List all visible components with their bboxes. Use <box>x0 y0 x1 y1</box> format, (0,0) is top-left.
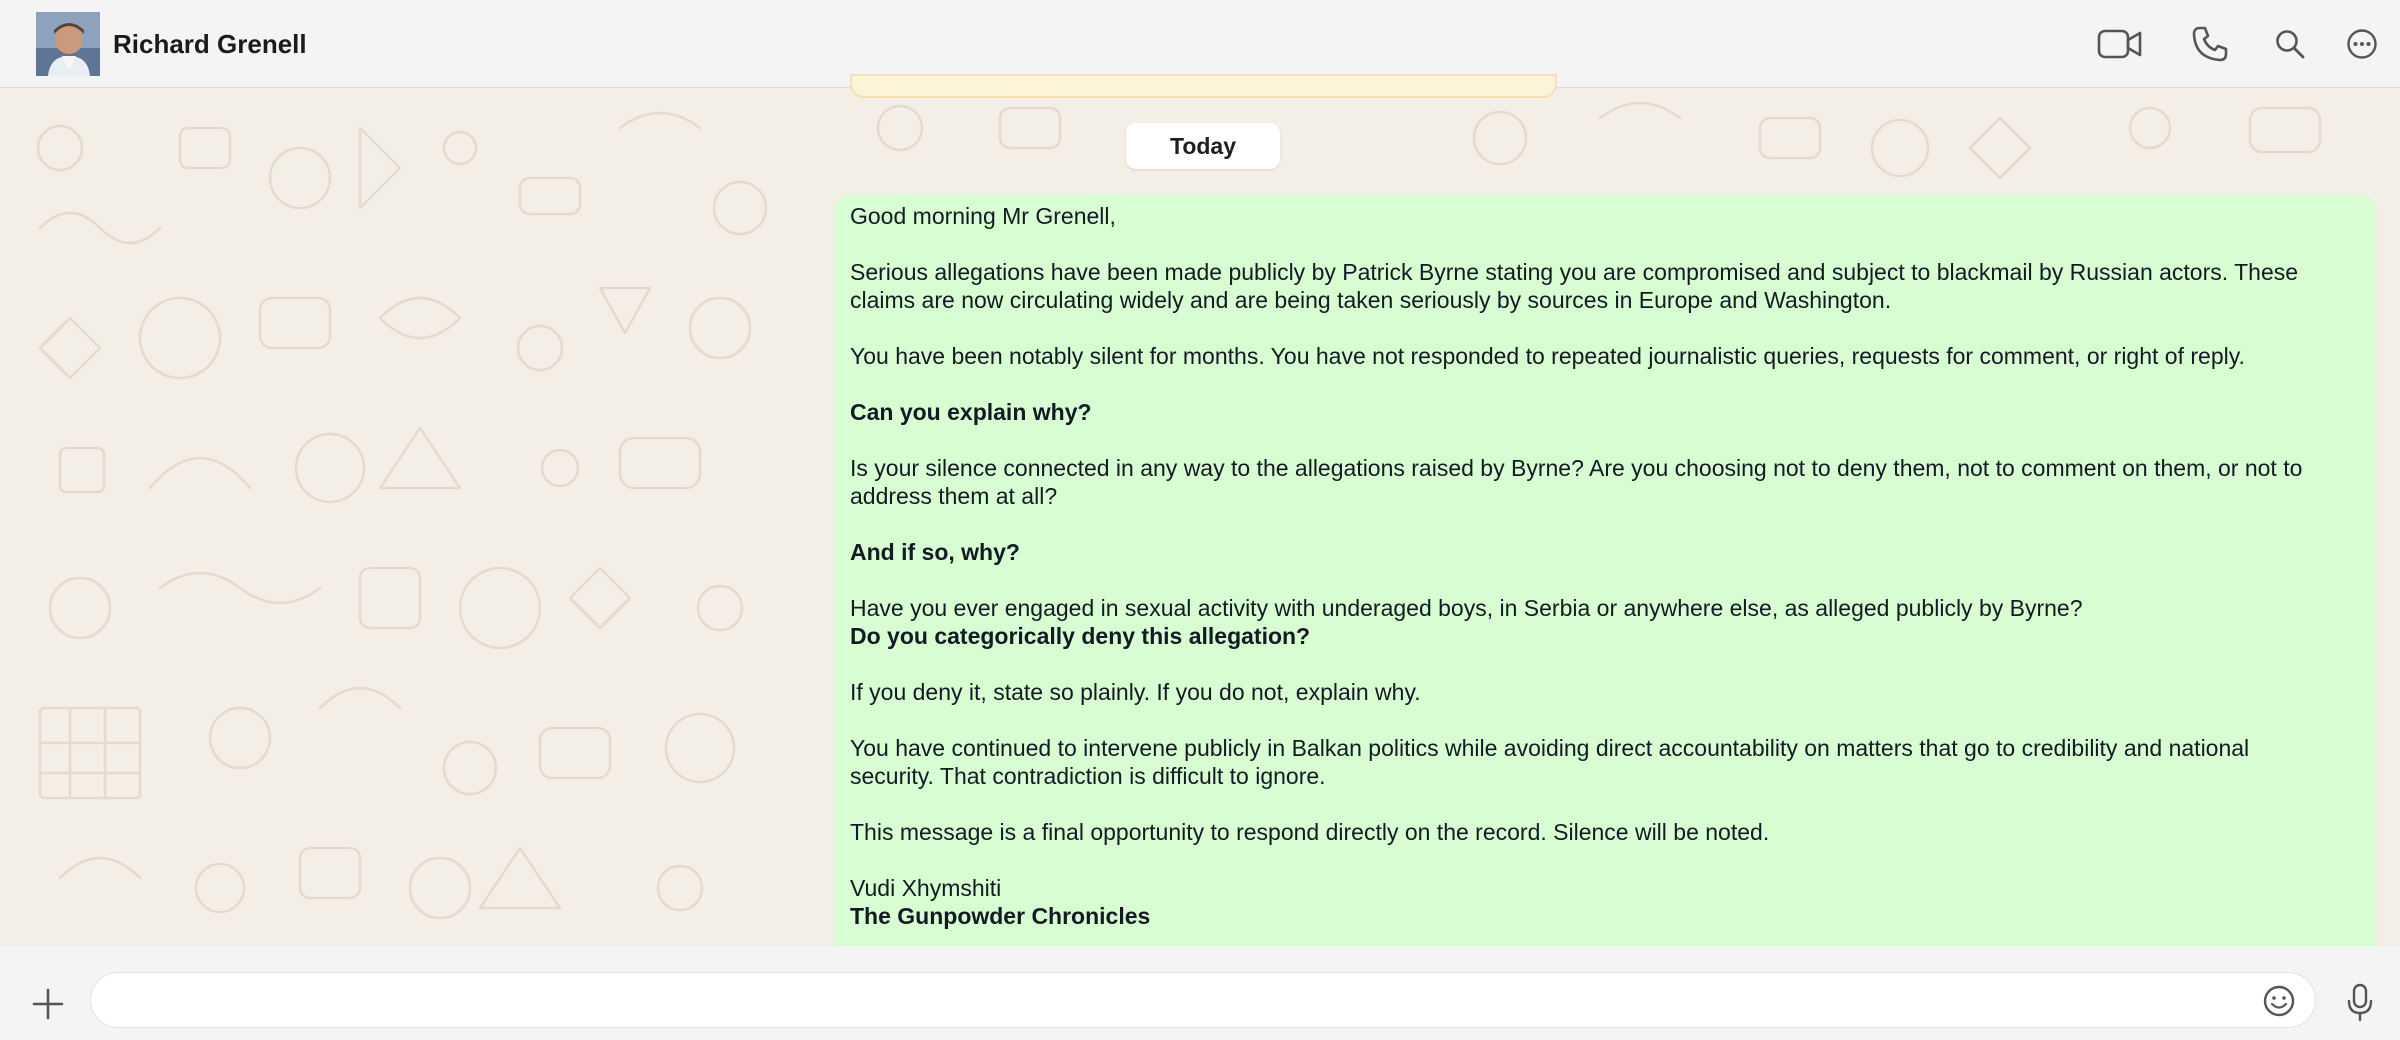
plus-icon[interactable] <box>24 980 72 1028</box>
message-line-gap <box>850 230 2356 258</box>
ellipsis-icon[interactable] <box>2340 20 2384 68</box>
date-divider: Today <box>1126 123 1280 169</box>
message-composer <box>0 946 2400 1040</box>
message-line: You have continued to intervene publicly in Balkan politics while avoiding direct accountability on matters that go to credibility and national <box>850 735 2250 761</box>
message-line: Is your silence connected in any way to the allegations raised by Byrne? Are you choosing not to deny them, not to comment on them, or not to <box>850 455 2303 481</box>
message-text <box>850 202 2356 930</box>
contact-name[interactable]: Richard Grenell <box>113 29 307 59</box>
message-line-gap <box>850 426 2356 454</box>
message-line-gap <box>850 846 2356 874</box>
message-line-gap <box>850 566 2356 594</box>
phone-icon[interactable] <box>2186 20 2234 68</box>
message-line: Have you ever engaged in sexual activity with underaged boys, in Serbia or anywhere else, as alleged publicly by Byrne? <box>850 595 2083 621</box>
microphone-icon[interactable] <box>2336 976 2384 1028</box>
message-line: And if so, why? <box>850 539 1020 565</box>
outgoing-message-bubble[interactable] <box>834 194 2376 1024</box>
message-line: Serious allegations have been made publicly by Patrick Byrne stating you are compromised and subject to blackmail by Russian actors. These <box>850 259 2299 285</box>
message-line: claims are now circulating widely and are being taken seriously by sources in Europe and Washington. <box>850 287 1892 313</box>
message-input-wrapper <box>90 972 2316 1028</box>
message-line-gap <box>850 790 2356 818</box>
message-line-gap <box>850 370 2356 398</box>
video-camera-icon[interactable] <box>2096 20 2144 68</box>
message-line: You have been notably silent for months. You have not responded to repeated journalistic queries, requests for comment, or right of reply. <box>850 343 2245 369</box>
message-line: Can you explain why? <box>850 399 1092 425</box>
message-line-gap <box>850 650 2356 678</box>
search-icon[interactable] <box>2268 20 2312 68</box>
message-line: The Gunpowder Chronicles <box>850 903 1151 929</box>
message-line: security. That contradiction is difficult to ignore. <box>850 763 1326 789</box>
message-line-gap <box>850 706 2356 734</box>
contact-avatar[interactable] <box>36 12 100 76</box>
message-line: Vudi Xhymshiti <box>850 875 1002 901</box>
message-input[interactable] <box>115 973 2239 1029</box>
message-line: If you deny it, state so plainly. If you do not, explain why. <box>850 679 1421 705</box>
message-line-gap <box>850 314 2356 342</box>
message-line-gap <box>850 510 2356 538</box>
message-line: This message is a final opportunity to respond directly on the record. Silence will be noted. <box>850 819 1770 845</box>
emoji-icon[interactable] <box>2261 983 2297 1019</box>
message-line: address them at all? <box>850 483 1058 509</box>
message-line: Good morning Mr Grenell, <box>850 203 1116 229</box>
previous-message-bubble <box>850 74 1557 98</box>
message-line: Do you categorically deny this allegation? <box>850 623 1311 649</box>
message-list[interactable] <box>0 88 2400 946</box>
